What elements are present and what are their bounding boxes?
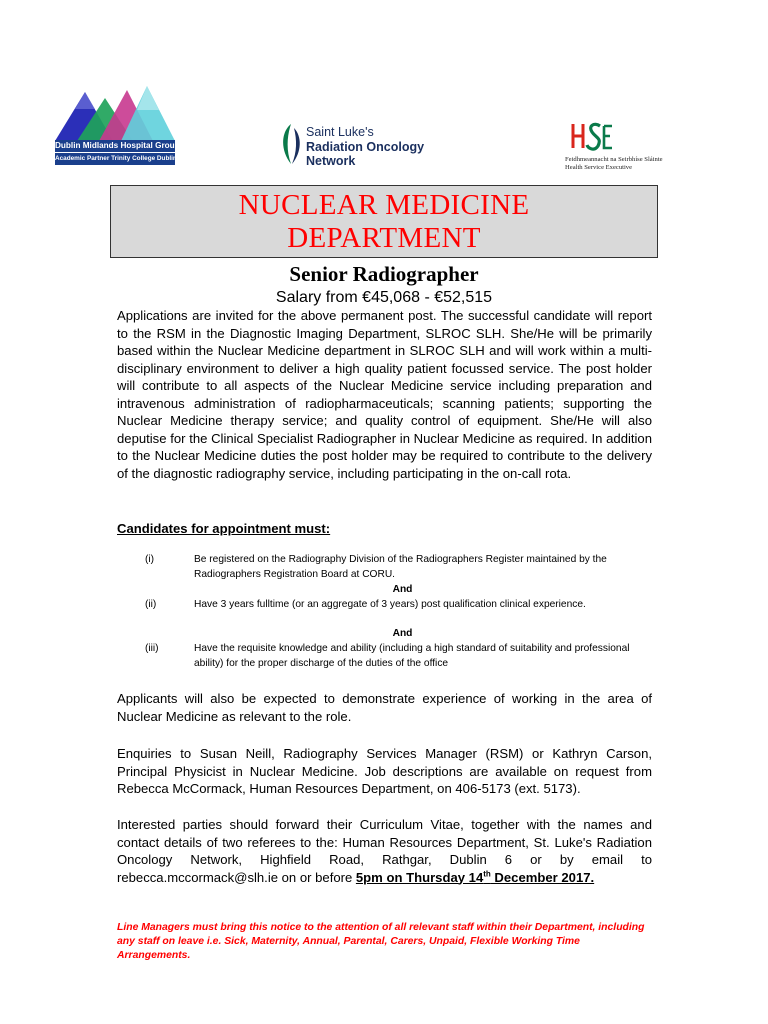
enquiries-paragraph: Enquiries to Susan Neill, Radiography Services Manager (RSM) or Kathryn Carson, Principal Physicist in Nuclear Medicine. Job descriptions are available on request from Rebecca McCormack, Human Resources Department, on 406-5173 (ext. 5173). xyxy=(117,746,652,796)
criteria-item-2 xyxy=(145,598,625,628)
hse-mark-icon xyxy=(570,118,614,154)
criteria-text: Have the requisite knowledge and ability (including a high standard of suitability and professional ability) for the proper discharge of the duties of the office xyxy=(194,643,630,669)
criteria-item-1 xyxy=(145,553,625,583)
criteria-number: (ii) xyxy=(145,599,157,610)
line-managers-notice: Line Managers must bring this notice to the attention of all relevant staff within their Department, including any staff on leave i.e. Sick, Maternity, Annual, Parental, Carers, Unpaid, Flexible Working Time Arrangements. xyxy=(117,922,645,961)
department-heading-box xyxy=(110,185,658,258)
criteria-item-3 xyxy=(145,642,630,672)
applicants-paragraph: Applicants will also be expected to demonstrate experience of working in the area of Nuclear Medicine as relevant to the role. xyxy=(117,691,652,724)
mountains-icon xyxy=(55,84,175,142)
deadline-month-year: December 2017. xyxy=(490,869,595,885)
hse-logo xyxy=(566,118,676,172)
salary-range: Salary from €45,068 - €52,515 xyxy=(275,289,493,306)
dmhg-logo-name: Dublin Midlands Hospital Group xyxy=(55,141,180,150)
hse-subtitle-irish: Feidhmeannacht na Seirbhíse Sláinte xyxy=(565,156,663,163)
dmhg-logo-partner: Academic Partner Trinity College Dublin xyxy=(55,153,175,165)
deadline-ordinal: th xyxy=(483,869,491,879)
slron-line1: Saint Luke's xyxy=(306,125,374,139)
candidates-heading: Candidates for appointment must: xyxy=(117,521,331,536)
department-heading-line2: DEPARTMENT xyxy=(287,222,481,254)
criteria-number: (i) xyxy=(145,554,155,565)
slron-line3: Network xyxy=(306,154,356,168)
hse-subtitle-english: Health Service Executive xyxy=(565,164,633,171)
intro-paragraph: Applications are invited for the above permanent post. The successful candidate will report to the RSM in the Diagnostic Imaging Department, SLROC SLH. She/He will be primarily based within the Nuclear Medicine department in SLROC SLH and will work within a multi-disciplinary environment to deliver a high quality patient focussed service. The post holder will contribute to all aspects of the Nuclear Medicine service including preparation and intravenous administration of radiopharmaceuticals; scanning patients; supporting the Nuclear Medicine therapy service; and quality control of equipment. She/He will also deputise for the Clinical Specialist Radiographer in Nuclear Medicine as required. In addition to the Nuclear Medicine duties the post holder may be required to contribute to the delivery of the diagnostic radiography service, including participating in the on-call rota. xyxy=(117,308,652,481)
slron-logo xyxy=(278,120,478,168)
department-heading-line1: NUCLEAR MEDICINE xyxy=(238,189,530,221)
criteria-text: Be registered on the Radiography Division of the Radiographers Register maintained by the Radiographers Registration Board at CORU. xyxy=(194,554,607,580)
criteria-number: (iii) xyxy=(145,643,159,654)
post-title: Senior Radiographer xyxy=(289,262,479,286)
slron-line2: Radiation Oncology xyxy=(306,139,425,154)
dublin-midlands-hospital-group-logo xyxy=(55,84,180,168)
and-connector-1: And xyxy=(392,584,413,595)
deadline-date: 5pm on Thursday 14 xyxy=(355,869,484,885)
interested-text: Interested parties should forward their Curriculum Vitae, together with the names and contact details of two referees to the: Human Resources Department, St. Luke's Radiation Oncology Network, Highfield Road, Rathgar, Dublin 6 or by email to rebecca.mccormack@slh.ie on or before xyxy=(117,817,652,885)
criteria-text: Have 3 years fulltime (or an aggregate of 3 years) post qualification clinical experience. xyxy=(194,599,586,610)
and-connector-2: And xyxy=(392,628,413,639)
closing-deadline xyxy=(356,870,594,885)
slron-leaf-icon xyxy=(278,122,304,166)
interested-paragraph xyxy=(117,816,652,886)
